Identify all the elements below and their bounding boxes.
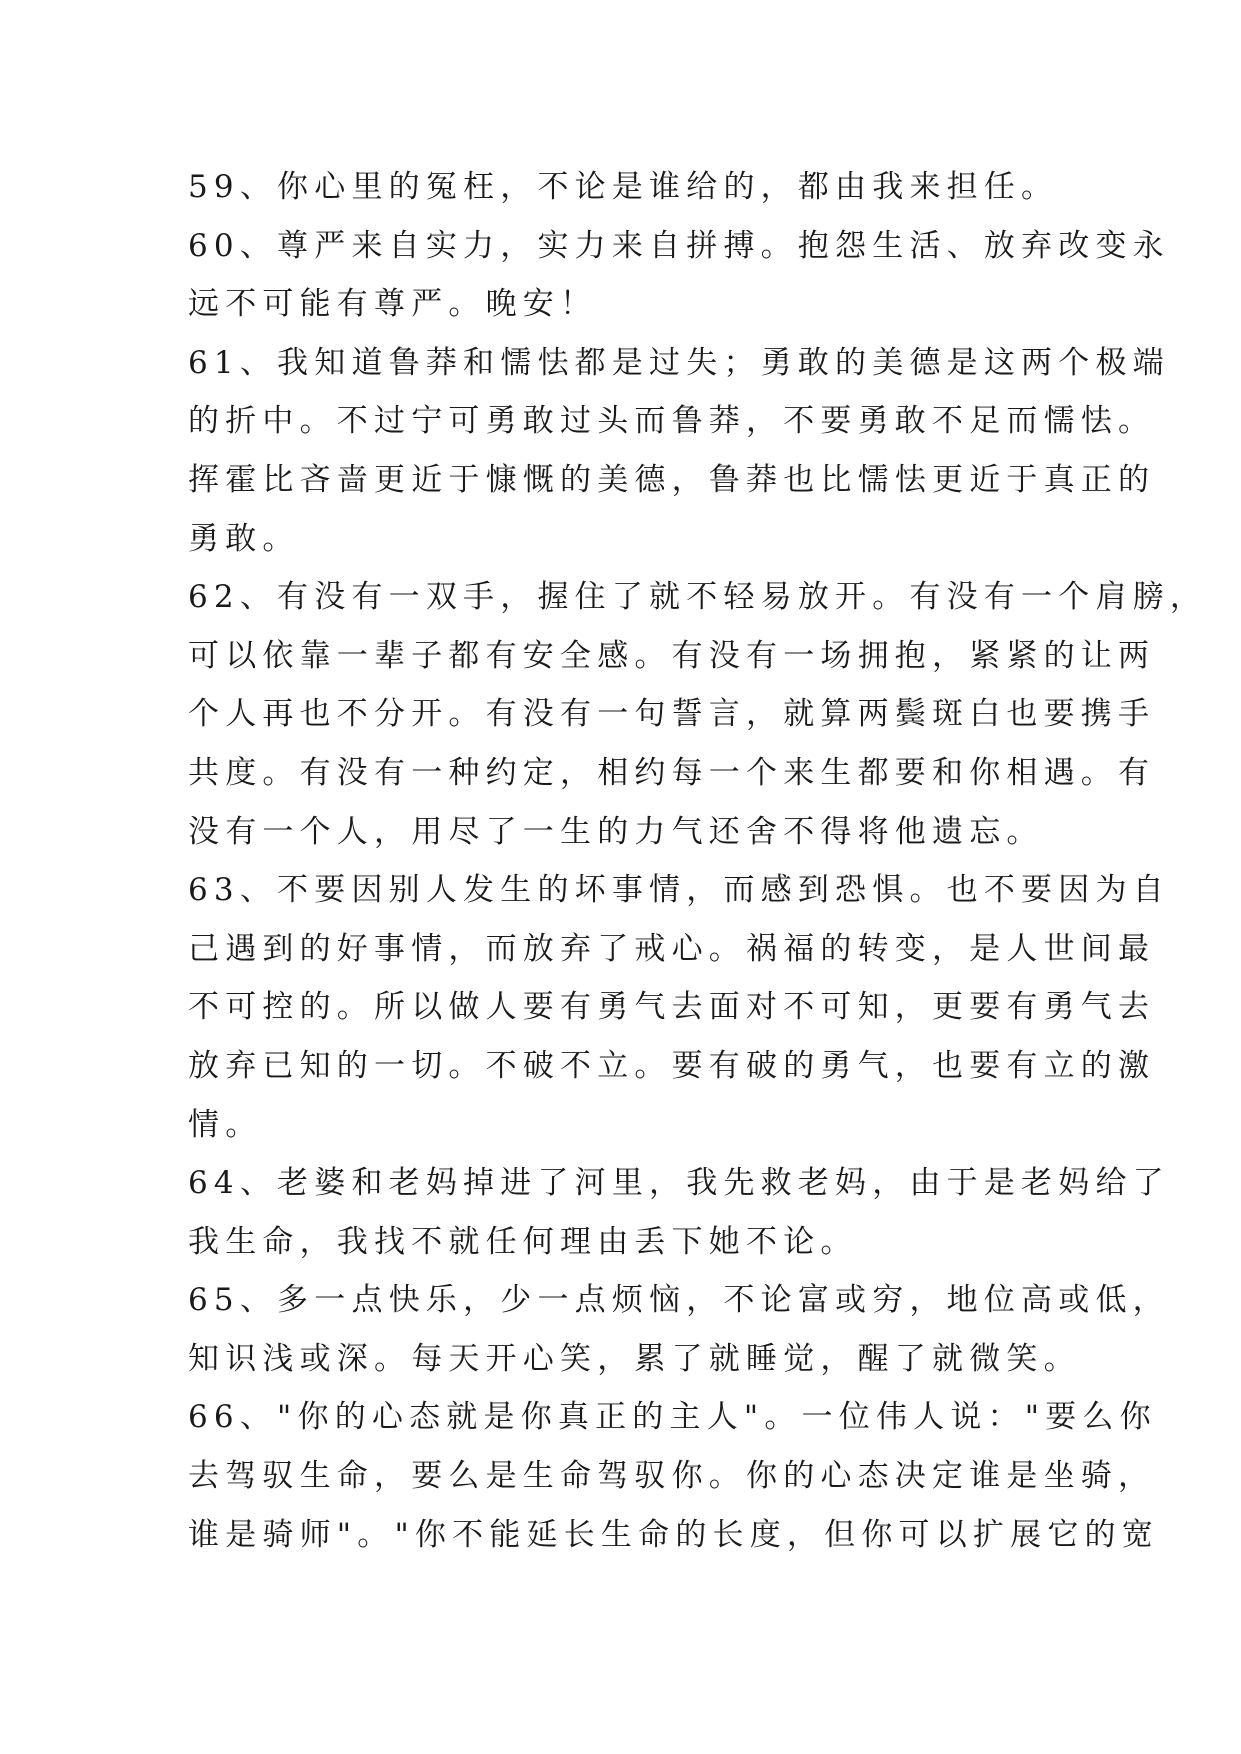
text-line: 没有一个人，用尽了一生的力气还舍不得将他遗忘。	[188, 813, 1044, 850]
paragraph-61	[188, 334, 1170, 568]
text-line: 情。	[188, 1106, 263, 1143]
text-line: 64、老婆和老妈掉进了河里，我先救老妈，由于是老妈给了	[188, 1165, 1170, 1202]
text-line: 个人再也不分开。有没有一句誓言，就算两鬓斑白也要携手	[188, 696, 1156, 733]
text-line: 可以依靠一辈子都有安全感。有没有一场拥抱，紧紧的让两	[188, 637, 1156, 674]
text-line: 勇敢。	[188, 520, 300, 557]
text-line: 63、不要因别人发生的坏事情，而感到恐惧。也不要因为自	[188, 872, 1170, 909]
text-line: 己遇到的好事情，而放弃了戒心。祸福的转变，是人世间最	[188, 930, 1156, 967]
text-line: 61、我知道鲁莽和懦怯都是过失；勇敢的美德是这两个极端	[188, 344, 1170, 381]
text-line: 放弃已知的一切。不破不立。要有破的勇气，也要有立的激	[188, 1047, 1156, 1084]
paragraph-62	[188, 568, 1208, 861]
text-line: 共度。有没有一种约定，相约每一个来生都要和你相遇。有	[188, 754, 1156, 791]
text-line: 我生命，我找不就任何理由丢下她不论。	[188, 1223, 858, 1260]
text-line: 不可控的。所以做人要有勇气去面对不可知，更要有勇气去	[188, 989, 1156, 1026]
text-line: 挥霍比吝啬更近于慷慨的美德，鲁莽也比懦怯更近于真正的	[188, 461, 1156, 498]
paragraph-59	[188, 158, 1058, 217]
text-line: 65、多一点快乐，少一点烦恼，不论富或穷，地位高或低，	[188, 1282, 1170, 1319]
document-body	[188, 158, 1208, 1564]
text-line: 谁是骑师"。"你不能延长生命的长度，但你可以扩展它的宽	[188, 1516, 1159, 1553]
text-line: 远不可能有尊严。晚安！	[188, 286, 598, 323]
text-line: 60、尊严来自实力，实力来自拼搏。抱怨生活、放弃改变永	[188, 227, 1170, 264]
text-line: 62、有没有一双手，握住了就不轻易放开。有没有一个肩膀，	[188, 579, 1208, 616]
paragraph-65	[188, 1271, 1170, 1388]
paragraph-64	[188, 1154, 1170, 1271]
paragraph-63	[188, 861, 1170, 1154]
paragraph-60	[188, 217, 1170, 334]
text-line: 的折中。不过宁可勇敢过头而鲁莽，不要勇敢不足而懦怯。	[188, 403, 1156, 440]
text-line: 去驾驭生命，要么是生命驾驭你。你的心态决定谁是坐骑，	[188, 1458, 1156, 1495]
text-line: 知识浅或深。每天开心笑，累了就睡觉，醒了就微笑。	[188, 1340, 1081, 1377]
text-line: 59、你心里的冤枉，不论是谁给的，都由我来担任。	[188, 169, 1059, 205]
paragraph-66	[188, 1388, 1159, 1564]
text-line: 66、"你的心态就是你真正的主人"。一位伟人说："要么你	[188, 1399, 1157, 1436]
